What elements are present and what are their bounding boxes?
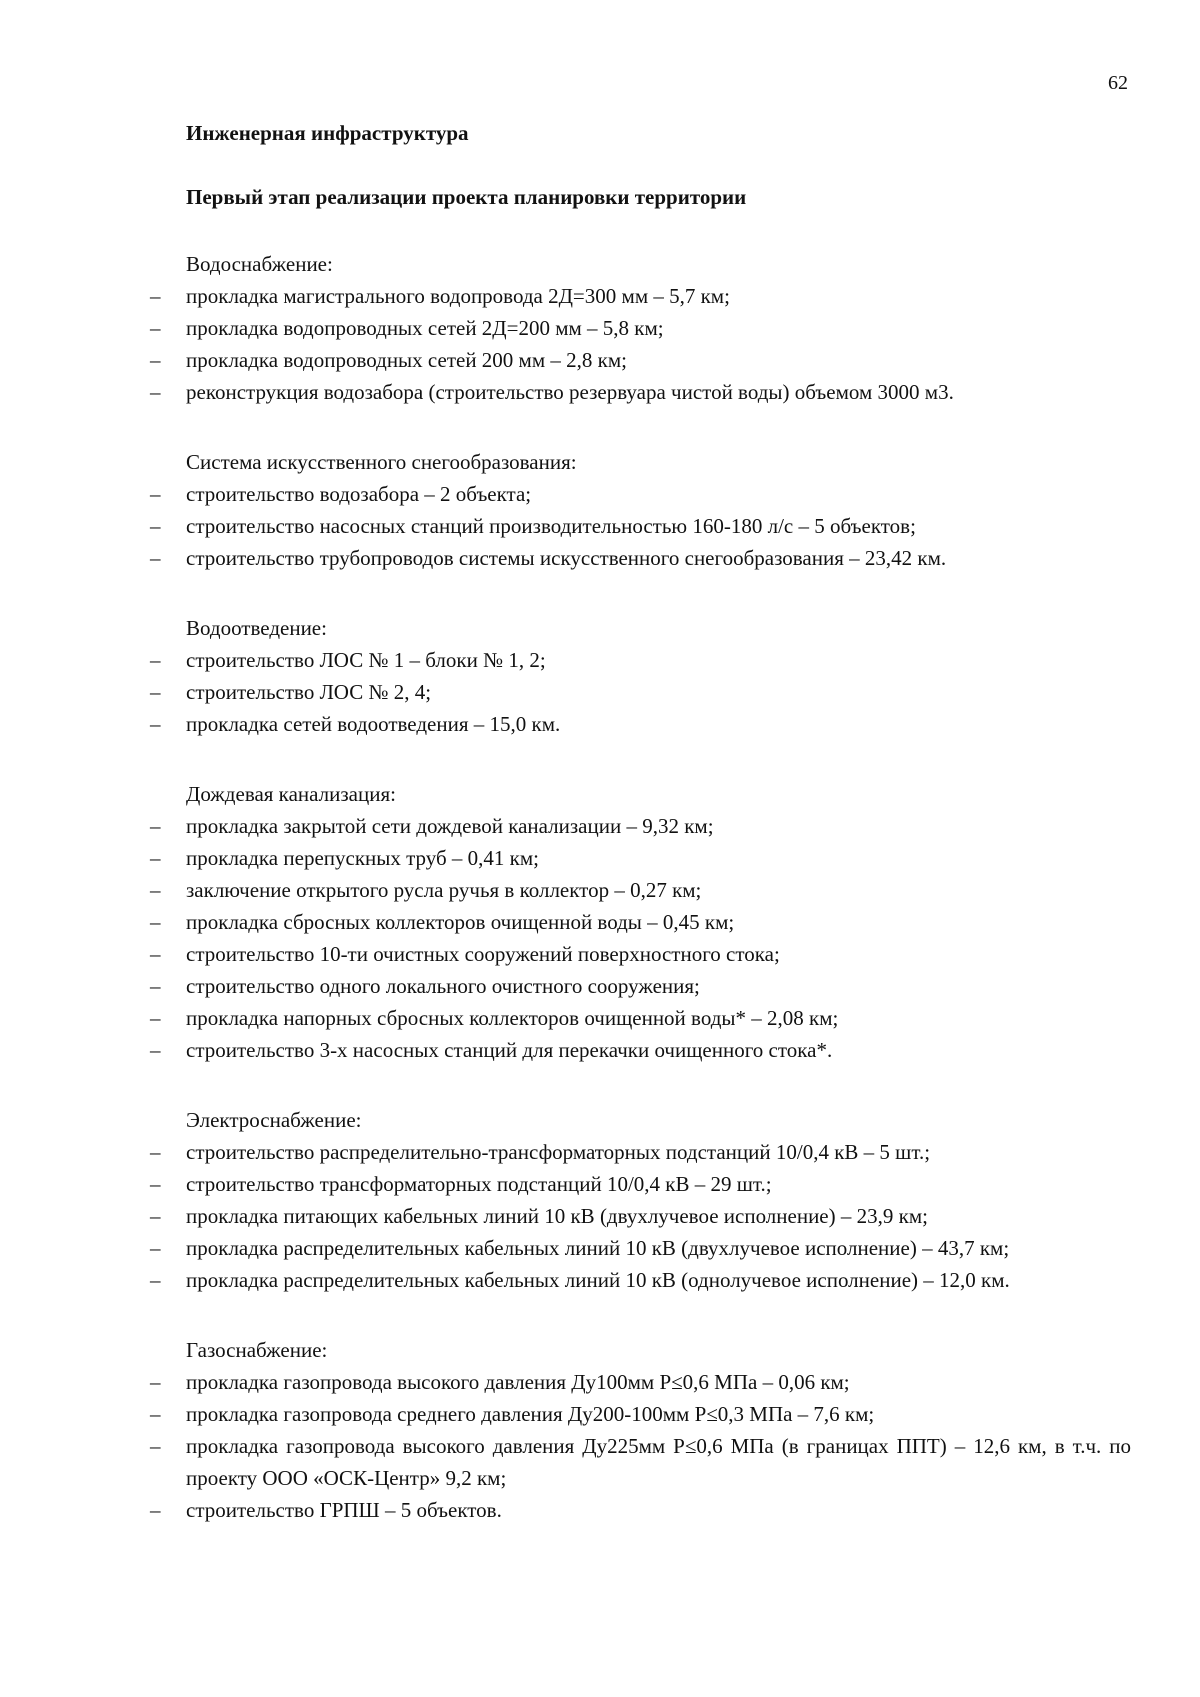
list-item-text: строительство ГРПШ – 5 объектов. xyxy=(186,1498,502,1522)
list-item-text: прокладка распределительных кабельных линий 10 кВ (однолучевое исполнение) – 12,0 км. xyxy=(186,1268,1010,1292)
dash-bullet: – xyxy=(150,1172,161,1196)
list-item xyxy=(150,938,1131,970)
list-item-text: прокладка газопровода высокого давления Ду225мм Р≤0,6 МПа (в границах ППТ) – 12,6 км, в т.ч. по проекту ООО «ОСК-Центр» 9,2 км; xyxy=(186,1434,1131,1490)
list-item xyxy=(150,874,1131,906)
list-item-text: прокладка напорных сбросных коллекторов очищенной воды* – 2,08 км; xyxy=(186,1006,839,1030)
list-item-text: прокладка газопровода среднего давления Ду200-100мм Р≤0,3 МПа – 7,6 км; xyxy=(186,1402,875,1426)
list-item xyxy=(150,280,1131,312)
list-item xyxy=(150,1168,1131,1200)
document-body xyxy=(150,120,1131,1526)
document-subheading: Первый этап реализации проекта планировки территории xyxy=(186,185,747,209)
list-item-text: прокладка закрытой сети дождевой канализации – 9,32 км; xyxy=(186,814,714,838)
dash-bullet: – xyxy=(150,482,161,506)
section-title: Водоснабжение: xyxy=(186,252,333,276)
item-list xyxy=(150,1136,1131,1296)
list-item-text: прокладка распределительных кабельных линий 10 кВ (двухлучевое исполнение) – 43,7 км; xyxy=(186,1236,1010,1260)
dash-bullet: – xyxy=(150,878,161,902)
item-list xyxy=(150,644,1131,740)
list-item-text: прокладка сбросных коллекторов очищенной воды – 0,45 км; xyxy=(186,910,735,934)
section xyxy=(150,612,1131,740)
dash-bullet: – xyxy=(150,316,161,340)
dash-bullet: – xyxy=(150,1370,161,1394)
list-item xyxy=(150,906,1131,938)
dash-bullet: – xyxy=(150,942,161,966)
list-item xyxy=(150,676,1131,708)
dash-bullet: – xyxy=(150,846,161,870)
list-item-text: строительство трубопроводов системы искусственного снегообразования – 23,42 км. xyxy=(186,546,947,570)
list-item-text: строительство 10-ти очистных сооружений поверхностного стока; xyxy=(186,942,780,966)
dash-bullet: – xyxy=(150,546,161,570)
list-item-text: строительство водозабора – 2 объекта; xyxy=(186,482,532,506)
dash-bullet: – xyxy=(150,1402,161,1426)
list-item-text: прокладка водопроводных сетей 200 мм – 2,8 км; xyxy=(186,348,627,372)
list-item xyxy=(150,970,1131,1002)
list-item-text: строительство насосных станций производительностью 160-180 л/с – 5 объектов; xyxy=(186,514,916,538)
section-title: Газоснабжение: xyxy=(186,1338,328,1362)
section xyxy=(150,1104,1131,1296)
list-item xyxy=(150,1002,1131,1034)
list-item-text: прокладка перепускных труб – 0,41 км; xyxy=(186,846,540,870)
dash-bullet: – xyxy=(150,1268,161,1292)
dash-bullet: – xyxy=(150,648,161,672)
list-item xyxy=(150,1264,1131,1296)
dash-bullet: – xyxy=(150,712,161,736)
list-item-text: строительство трансформаторных подстанций 10/0,4 кВ – 29 шт.; xyxy=(186,1172,772,1196)
list-item xyxy=(150,376,1131,408)
section xyxy=(150,248,1131,408)
section-title: Водоотведение: xyxy=(186,616,327,640)
list-item xyxy=(150,810,1131,842)
list-item-text: строительство распределительно-трансформаторных подстанций 10/0,4 кВ – 5 шт.; xyxy=(186,1140,931,1164)
list-item-text: прокладка водопроводных сетей 2Д=200 мм – 5,8 км; xyxy=(186,316,664,340)
sections-container xyxy=(150,248,1131,1526)
list-item xyxy=(150,1430,1131,1494)
list-item xyxy=(150,344,1131,376)
list-item xyxy=(150,510,1131,542)
list-item xyxy=(150,312,1131,344)
list-item xyxy=(150,478,1131,510)
list-item-text: прокладка сетей водоотведения – 15,0 км. xyxy=(186,712,561,736)
list-item xyxy=(150,1494,1131,1526)
dash-bullet: – xyxy=(150,1006,161,1030)
item-list xyxy=(150,478,1131,574)
dash-bullet: – xyxy=(150,348,161,372)
list-item xyxy=(150,542,1131,574)
document-heading: Инженерная инфраструктура xyxy=(186,121,469,145)
list-item xyxy=(150,708,1131,740)
item-list xyxy=(150,810,1131,1066)
list-item-text: прокладка магистрального водопровода 2Д=300 мм – 5,7 км; xyxy=(186,284,730,308)
list-item xyxy=(150,1136,1131,1168)
dash-bullet: – xyxy=(150,680,161,704)
dash-bullet: – xyxy=(150,284,161,308)
list-item-text: реконструкция водозабора (строительство резервуара чистой воды) объемом 3000 м3. xyxy=(186,380,954,404)
list-item-text: строительство 3-х насосных станций для перекачки очищенного стока*. xyxy=(186,1038,833,1062)
list-item xyxy=(150,1398,1131,1430)
dash-bullet: – xyxy=(150,814,161,838)
dash-bullet: – xyxy=(150,1204,161,1228)
section xyxy=(150,1334,1131,1526)
dash-bullet: – xyxy=(150,1140,161,1164)
section xyxy=(150,778,1131,1066)
list-item-text: прокладка питающих кабельных линий 10 кВ (двухлучевое исполнение) – 23,9 км; xyxy=(186,1204,928,1228)
section-title: Электроснабжение: xyxy=(186,1108,362,1132)
dash-bullet: – xyxy=(150,1038,161,1062)
section-title: Дождевая канализация: xyxy=(186,782,396,806)
page-number: 62 xyxy=(1108,72,1128,94)
item-list xyxy=(150,1366,1131,1526)
section-title: Система искусственного снегообразования: xyxy=(186,450,577,474)
dash-bullet: – xyxy=(150,1498,161,1522)
dash-bullet: – xyxy=(150,1434,161,1458)
list-item-text: строительство ЛОС № 2, 4; xyxy=(186,680,432,704)
list-item xyxy=(150,842,1131,874)
dash-bullet: – xyxy=(150,974,161,998)
section xyxy=(150,446,1131,574)
list-item-text: заключение открытого русла ручья в коллектор – 0,27 км; xyxy=(186,878,702,902)
dash-bullet: – xyxy=(150,380,161,404)
list-item xyxy=(150,1366,1131,1398)
list-item-text: строительство одного локального очистного сооружения; xyxy=(186,974,700,998)
list-item-text: строительство ЛОС № 1 – блоки № 1, 2; xyxy=(186,648,546,672)
list-item xyxy=(150,644,1131,676)
list-item xyxy=(150,1200,1131,1232)
list-item xyxy=(150,1034,1131,1066)
item-list xyxy=(150,280,1131,408)
dash-bullet: – xyxy=(150,514,161,538)
dash-bullet: – xyxy=(150,910,161,934)
dash-bullet: – xyxy=(150,1236,161,1260)
list-item xyxy=(150,1232,1131,1264)
list-item-text: прокладка газопровода высокого давления Ду100мм Р≤0,6 МПа – 0,06 км; xyxy=(186,1370,850,1394)
